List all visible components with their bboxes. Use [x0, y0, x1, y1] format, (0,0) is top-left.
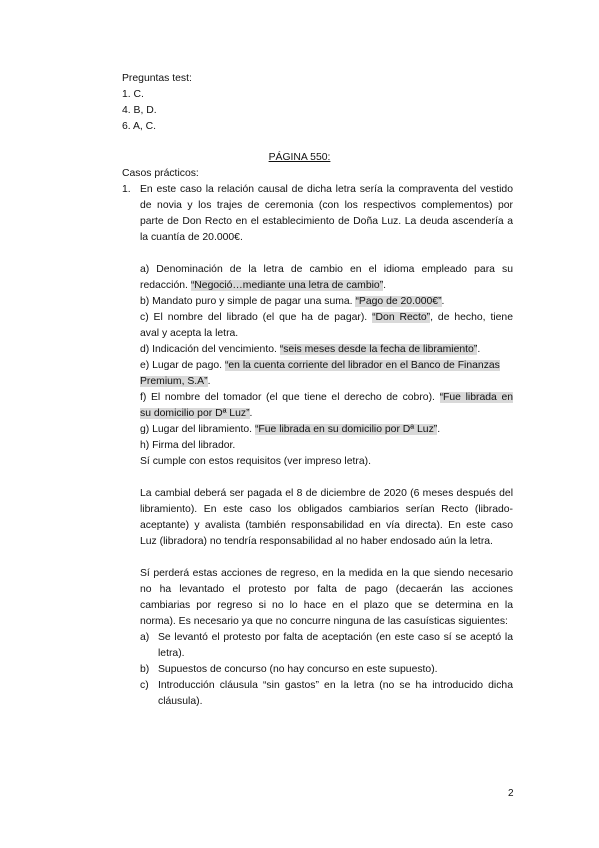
list-item	[140, 662, 513, 678]
cases-subheading: Casos prácticos:	[122, 168, 199, 179]
test-answer: 6. A, C.	[122, 121, 157, 132]
highlight: Premium, S.A”	[140, 376, 208, 387]
list-marker: a)	[140, 632, 150, 643]
list-item	[140, 630, 513, 662]
requirement-a: a) Denominación de la letra de cambio en el idioma empleado para su	[140, 264, 513, 275]
highlight: su domicilio por Dª Luz”	[140, 408, 250, 419]
highlight: “en la cuenta corriente del librador en el Banco de Finanzas	[224, 360, 500, 371]
casuisticas-list	[140, 630, 513, 710]
requirement-a-cont: redacción. “Negoció…mediante una letra de cambio”.	[140, 280, 387, 291]
test-answer: 1. C.	[122, 89, 144, 100]
requirement-g: g) Lugar del libramiento. “Fue librada en su domicilio por Dª Luz”.	[140, 424, 441, 435]
requirements-conclusion: Sí cumple con estos requisitos (ver impreso letra).	[140, 456, 371, 467]
requirement-c: c) El nombre del librado (el que ha de pagar). “Don Recto”, de hecho, tiene	[140, 312, 513, 323]
requirements-list	[140, 262, 513, 470]
list-marker: b)	[140, 664, 150, 675]
paragraph-payment	[140, 486, 513, 550]
paragraph-line: norma). Es necesario ya que no concurre ninguna de las casuísticas siguientes:	[140, 616, 508, 627]
paragraph-line: cambiarias por regreso si no lo hace en el plazo que se determina en la	[140, 600, 513, 611]
case-1-text	[140, 182, 513, 246]
paragraph-line: no ha levantado el protesto por falta de pago (decaerán las acciones	[140, 584, 513, 595]
test-answer: 4. B, D.	[122, 105, 157, 116]
list-item-text: cláusula).	[158, 696, 203, 707]
paragraph-line: Luz (libradora) no tendría responsabilidad al no haber endosado aún la letra.	[140, 536, 493, 547]
requirement-b: b) Mandato puro y simple de pagar una suma. “Pago de 20.000€”.	[140, 296, 445, 307]
list-item	[140, 678, 513, 710]
test-title: Preguntas test:	[122, 73, 192, 84]
case-line: parte de Don Recto en el establecimiento de Doña Luz. La deuda ascendería a	[140, 216, 513, 227]
requirement-f-cont: su domicilio por Dª Luz”.	[140, 408, 253, 419]
paragraph-regreso	[140, 566, 513, 630]
highlight: “Negoció…mediante una letra de cambio”	[190, 280, 384, 291]
list-marker: c)	[140, 680, 149, 691]
case-line: la cuantía de 20.000€.	[140, 232, 243, 243]
highlight: “Fue librada en su domicilio por Dª Luz”	[254, 424, 438, 435]
list-item-text: Supuestos de concurso (no hay concurso en este supuesto).	[158, 664, 438, 675]
paragraph-line: aceptante) y avalista (también responsabilidad en vía directa). En este caso	[140, 520, 513, 531]
requirement-c-cont: aval y acepta la letra.	[140, 328, 239, 339]
paragraph-line: Sí perderá estas acciones de regreso, en la medida en la que siendo necesario	[140, 568, 513, 579]
requirement-d: d) Indicación del vencimiento. “seis meses desde la fecha de libramiento”.	[140, 344, 481, 355]
requirement-e-cont: Premium, S.A”.	[140, 376, 211, 387]
highlight: “Pago de 20.000€”	[355, 296, 442, 307]
list-item-text: Introducción cláusula “sin gastos” en la letra (no se ha introducido dicha	[158, 680, 513, 691]
paragraph-line: La cambial deberá ser pagada el 8 de diciembre de 2020 (6 meses después del	[140, 488, 513, 499]
page-heading	[122, 150, 477, 166]
paragraph-line: libramiento). En este caso los obligados cambiarios serían Recto (librado-	[140, 504, 513, 515]
page-number: 2	[508, 788, 514, 799]
case-line: de novia y los trajes de ceremonia (con los respectivos complementos) por	[140, 200, 513, 211]
list-item-text: letra).	[158, 648, 185, 659]
list-item-text: Se levantó el protesto por falta de aceptación (en este caso sí se aceptó la	[158, 632, 513, 643]
requirement-f: f) El nombre del tomador (el que tiene el derecho de cobro). “Fue librada en	[140, 392, 513, 403]
test-answers	[122, 71, 192, 135]
case-line: En este caso la relación causal de dicha letra sería la compraventa del vestido	[140, 184, 513, 195]
case-number: 1.	[122, 184, 131, 195]
highlight: “seis meses desde la fecha de libramiento”	[279, 344, 478, 355]
highlight: “Don Recto”	[372, 312, 431, 323]
requirement-h: h) Firma del librador.	[140, 440, 236, 451]
page-heading-text: PÁGINA 550:	[268, 152, 331, 163]
highlight: “Fue librada en	[439, 392, 513, 403]
requirement-e: e) Lugar de pago. “en la cuenta corriente del librador en el Banco de Finanzas	[140, 360, 500, 371]
